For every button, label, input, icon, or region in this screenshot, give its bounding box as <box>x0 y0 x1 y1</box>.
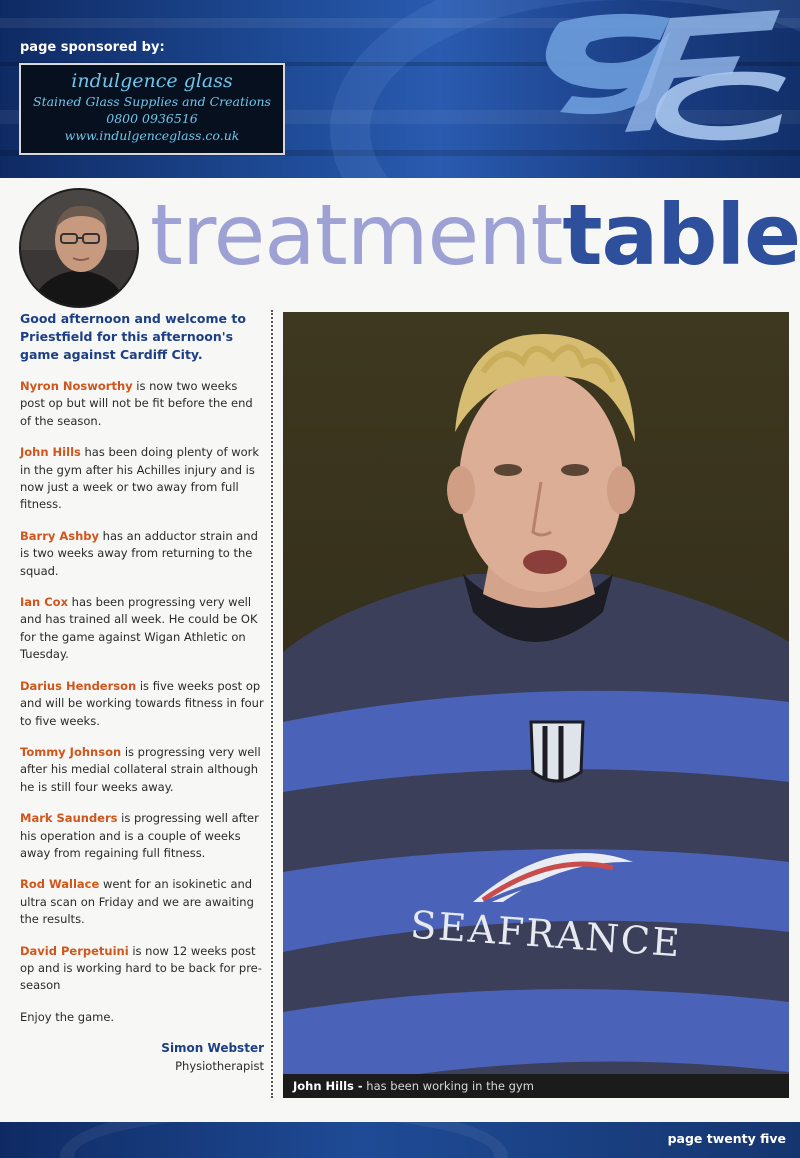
injury-entry <box>20 810 264 862</box>
player-name: Tommy Johnson <box>20 744 122 759</box>
injury-entry <box>20 744 264 796</box>
sponsor-tagline: Stained Glass Supplies and Creations <box>33 94 271 109</box>
sponsor-website: www.indulgenceglass.co.uk <box>64 128 240 143</box>
caption-name: John Hills - <box>293 1079 363 1093</box>
shirt-sponsor-text: SEAFRANCE <box>408 902 684 966</box>
injury-text: is five weeks post op and will be working towards fitness in four to five weeks. <box>20 678 264 728</box>
author-signature <box>20 1040 264 1075</box>
signoff: Enjoy the game. <box>20 1009 115 1024</box>
player-name: John Hills <box>20 445 81 460</box>
player-name: Nyron Nosworthy <box>20 379 133 393</box>
player-name: David Perpetuini <box>20 943 129 958</box>
author-role: Physiotherapist <box>175 1058 264 1073</box>
injury-entry <box>20 876 264 928</box>
injury-text: has been progressing very well and has trained all week. He could be OK for the game against Wigan Athletic on Tuesday. <box>20 595 258 662</box>
player-name: Barry Ashby <box>20 528 100 543</box>
player-name: Ian Cox <box>20 595 68 610</box>
injury-entry <box>20 528 264 580</box>
injury-text: is progressing well after his operation and is a couple of weeks away from regaining full fitness. <box>20 811 259 860</box>
sponsor-phone: 0800 0936516 <box>106 111 198 126</box>
gfc-club-logo-icon <box>520 0 800 150</box>
player-name: Rod Wallace <box>20 877 100 892</box>
sponsor-box <box>19 63 285 155</box>
injury-text: went for an isokinetic and ultra scan on Friday and we are awaiting the results. <box>20 877 254 927</box>
column-divider <box>271 310 273 1098</box>
page-title-bold: table <box>562 186 800 284</box>
player-name: Darius Henderson <box>20 678 137 693</box>
injury-text: has been doing plenty of work in the gym after his Achilles injury and is now just a week or two away from full fitness. <box>20 445 260 512</box>
photo-caption <box>283 1074 789 1098</box>
physio-avatar <box>19 188 139 308</box>
article-intro: Good afternoon and welcome to Priestfield for this afternoon's game against Cardiff City. <box>20 311 246 362</box>
footer-sweep <box>60 1122 508 1158</box>
page-title <box>150 186 800 284</box>
player-name: Mark Saunders <box>20 811 118 826</box>
article-column <box>20 310 264 1075</box>
author-name: Simon Webster <box>161 1041 264 1056</box>
player-photo-icon <box>283 312 789 1098</box>
injury-text: is progressing very well after his medial collateral strain although he is still four weeks away. <box>20 744 261 794</box>
footer-band <box>0 1122 800 1158</box>
sponsor-name: indulgence glass <box>71 70 233 92</box>
page-number: page twenty five <box>667 1131 786 1146</box>
injury-text: is now 12 weeks post op and is working hard to be back for pre-season <box>20 943 262 993</box>
header-banner <box>0 0 800 178</box>
injury-entry <box>20 678 264 730</box>
injury-entry <box>20 378 264 430</box>
sponsored-label: page sponsored by: <box>20 40 165 55</box>
injury-entry <box>20 943 264 995</box>
injury-text: has an adductor strain and is two weeks away from returning to the squad. <box>20 528 258 578</box>
physio-portrait-icon <box>21 190 137 306</box>
injury-entry <box>20 594 264 664</box>
page-title-light: treatment <box>150 186 563 284</box>
caption-text: has been working in the gym <box>362 1079 534 1093</box>
injury-entry <box>20 444 264 514</box>
player-photo <box>283 312 789 1098</box>
injury-text: is now two weeks post op but will not be fit before the end of the season. <box>20 379 253 428</box>
